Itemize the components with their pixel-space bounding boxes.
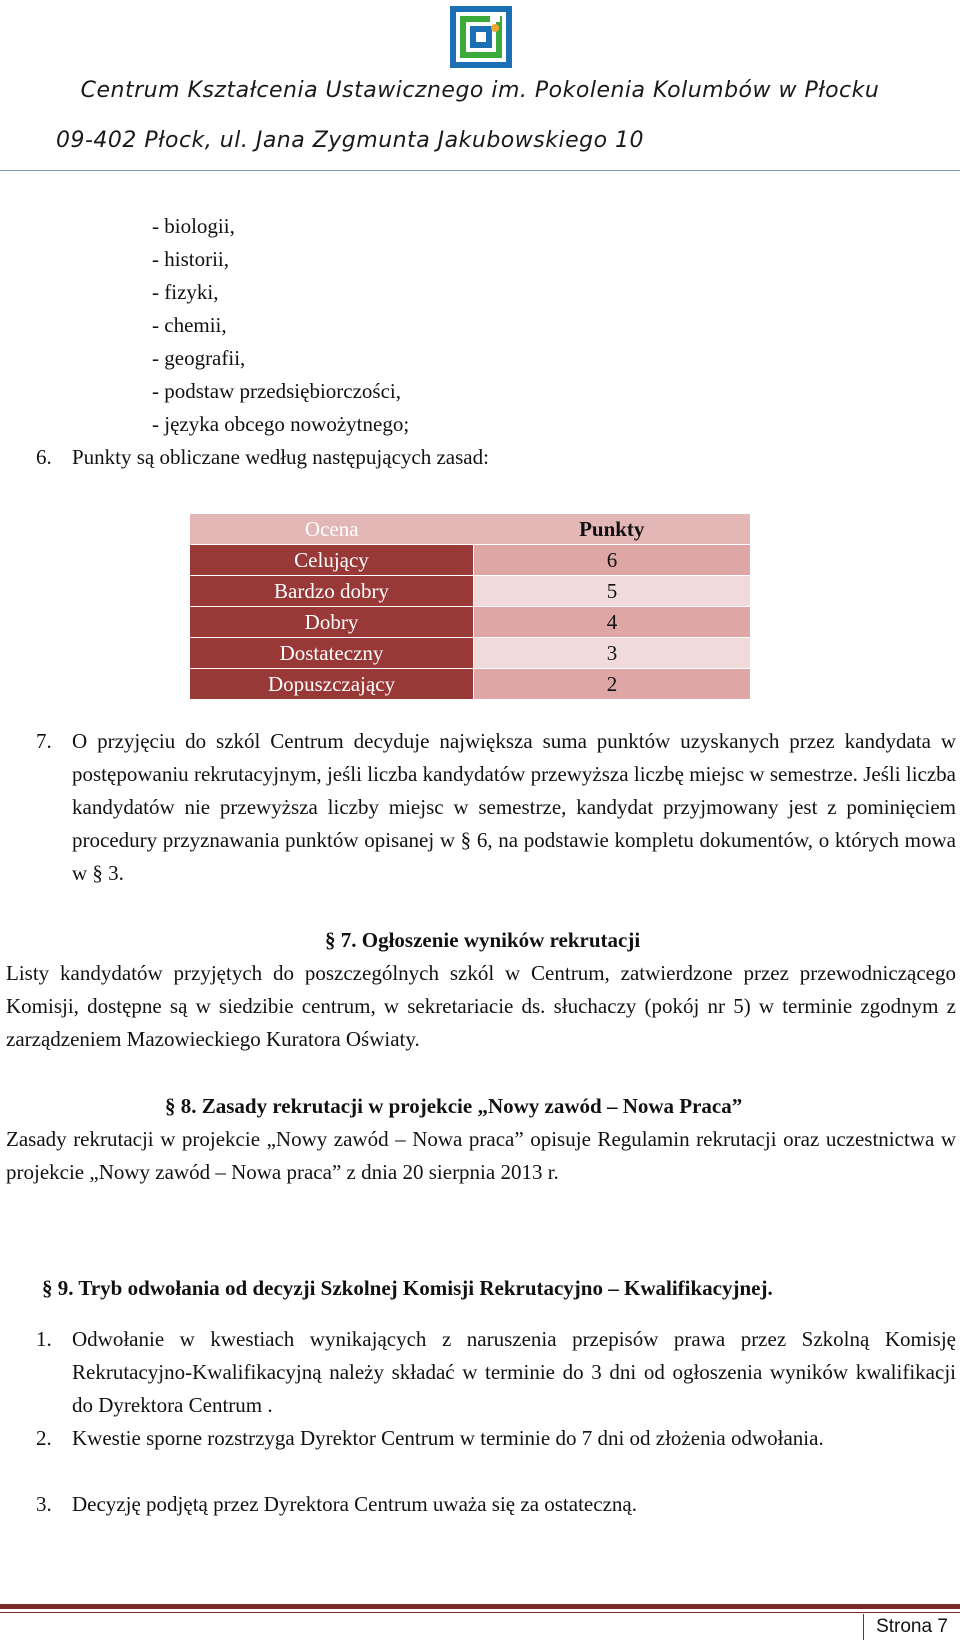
footer-divider-thick (0, 1604, 960, 1609)
list-item: - języka obcego nowożytnego; (152, 412, 410, 436)
item-number: 7. (36, 729, 52, 753)
table-row (190, 669, 750, 700)
page-number: Strona 7 (863, 1614, 960, 1640)
list-item: - historii, (152, 247, 229, 271)
header-institution-name: Centrum Kształcenia Ustawicznego im. Pokolenia Kolumbów w Płocku (80, 78, 880, 103)
item-number: 2. (36, 1426, 52, 1450)
header-address: 09-402 Płock, ul. Jana Zygmunta Jakubowskiego 10 (56, 128, 645, 153)
section-8-paragraph: Zasady rekrutacji w projekcie „Nowy zawód – Nowa praca” opisuje Regulamin rekrutacji oraz uczestnictwa w projekcie „Nowy zawód – Nowa praca” z dnia 20 sierpnia 2013 r. (6, 1127, 956, 1184)
grade-cell: Celujący (190, 545, 474, 576)
grade-cell: Dobry (190, 607, 474, 638)
grade-cell: Dostateczny (190, 638, 474, 669)
institution-logo (450, 6, 512, 68)
item-7-paragraph: O przyjęciu do szkól Centrum decyduje największa suma punktów uzyskanych przez kandydata w postępowaniu rekrutacyjnym, jeśli liczba kandydatów przewyższa liczbę miejsc w semestrze. Jeśli liczba kandydatów nie przewyższa liczby miejsc w semestrze, kandydat przyjmowany jest z pominięciem procedury przyznawania punktów opisanej w § 6, na podstawie kompletu dokumentów, o których mowa w § 3. (72, 729, 956, 885)
section-7-paragraph: Listy kandydatów przyjętych do poszczególnych szkól w Centrum, zatwierdzone przez przewodniczącego Komisji, dostępne są w siedzibie centrum, w sekretariacie ds. słuchaczy (pokój nr 5) w terminie zgodnym z zarządzeniem Mazowieckiego Kuratora Oświaty. (6, 961, 956, 1051)
list-item: - fizyki, (152, 280, 219, 304)
column-header-points: Punkty (474, 514, 751, 545)
table-row (190, 607, 750, 638)
item-number: 1. (36, 1327, 52, 1351)
table-row (190, 576, 750, 607)
list-item: - podstaw przedsiębiorczości, (152, 379, 401, 403)
section-9-item-2: Kwestie sporne rozstrzyga Dyrektor Centrum w terminie do 7 dni od złożenia odwołania. (72, 1426, 824, 1450)
section-7-heading: § 7. Ogłoszenie wyników rekrutacji (325, 928, 641, 952)
points-cell: 6 (474, 545, 751, 576)
list-item: - biologii, (152, 214, 235, 238)
list-item: - chemii, (152, 313, 227, 337)
points-cell: 5 (474, 576, 751, 607)
item-6-text: Punkty są obliczane według następujących zasad: (72, 445, 489, 469)
header-divider (0, 170, 960, 171)
grade-cell: Dopuszczający (190, 669, 474, 700)
section-9-heading: § 9. Tryb odwołania od decyzji Szkolnej Komisji Rekrutacyjno – Kwalifikacyjnej. (42, 1276, 773, 1300)
grade-cell: Bardzo dobry (190, 576, 474, 607)
points-cell: 2 (474, 669, 751, 700)
points-cell: 4 (474, 607, 751, 638)
item-number: 6. (36, 445, 52, 469)
grades-table (190, 514, 750, 700)
section-9-item-3: Decyzję podjętą przez Dyrektora Centrum uważa się za ostateczną. (72, 1492, 637, 1516)
column-header-grade: Ocena (190, 514, 474, 545)
section-9-item-1: Odwołanie w kwestiach wynikających z naruszenia przepisów prawa przez Szkolną Komisję Rekrutacyjno-Kwalifikacyjną należy składać w terminie do 3 dni od ogłoszenia wyników kwalifikacji do Dyrektora Centrum . (72, 1327, 956, 1417)
section-8-heading: § 8. Zasady rekrutacji w projekcie „Nowy zawód – Nowa Praca” (165, 1094, 743, 1118)
table-header-row (190, 514, 750, 545)
table-row (190, 638, 750, 669)
points-cell: 3 (474, 638, 751, 669)
footer-divider-thin (0, 1612, 960, 1613)
table-row (190, 545, 750, 576)
list-item: - geografii, (152, 346, 246, 370)
item-number: 3. (36, 1492, 52, 1516)
